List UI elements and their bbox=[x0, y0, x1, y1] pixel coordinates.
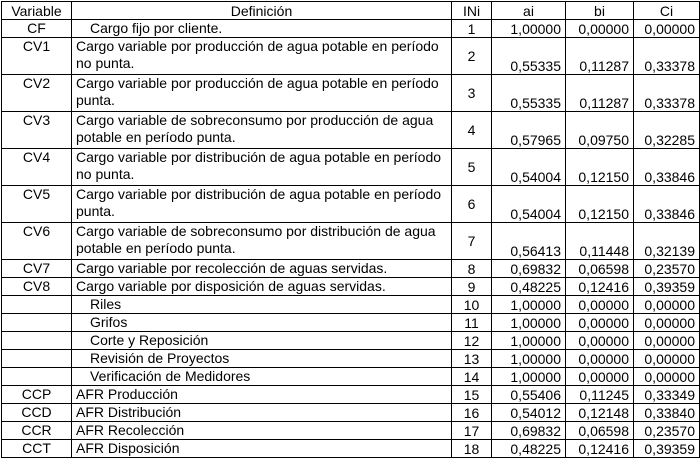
cell-ci: 0,23570 bbox=[634, 260, 700, 278]
cell-ci: 0,33378 bbox=[634, 38, 700, 75]
cell-ini: 10 bbox=[452, 296, 492, 314]
cell-bi: 0,00000 bbox=[566, 332, 634, 350]
cell-variable: CCT bbox=[2, 440, 72, 458]
table-row bbox=[2, 296, 700, 314]
cell-variable: CV7 bbox=[2, 260, 72, 278]
cell-bi: 0,12150 bbox=[566, 186, 634, 223]
cell-ini: 14 bbox=[452, 368, 492, 386]
cell-ai: 0,48225 bbox=[492, 278, 566, 296]
header-ai: ai bbox=[492, 2, 566, 20]
cell-variable bbox=[2, 368, 72, 386]
cell-variable bbox=[2, 332, 72, 350]
cell-definicion: Cargo variable de sobreconsumo por distribución de agua potable en período punta. bbox=[72, 223, 452, 260]
cell-ai: 0,48225 bbox=[492, 440, 566, 458]
cell-ci: 0,00000 bbox=[634, 296, 700, 314]
cell-ai: 0,55335 bbox=[492, 38, 566, 75]
cell-ai: 0,69832 bbox=[492, 422, 566, 440]
cell-ci: 0,00000 bbox=[634, 314, 700, 332]
cell-ai: 1,00000 bbox=[492, 20, 566, 38]
cell-bi: 0,00000 bbox=[566, 20, 634, 38]
table-row bbox=[2, 75, 700, 112]
cell-variable: CV8 bbox=[2, 278, 72, 296]
cell-ci: 0,33846 bbox=[634, 186, 700, 223]
cell-definicion: Revisión de Proyectos bbox=[72, 350, 452, 368]
table-row bbox=[2, 278, 700, 296]
cell-ini: 3 bbox=[452, 75, 492, 112]
cell-ci: 0,39359 bbox=[634, 440, 700, 458]
cell-ai: 0,55335 bbox=[492, 75, 566, 112]
cell-ini: 12 bbox=[452, 332, 492, 350]
cell-ai: 0,54004 bbox=[492, 186, 566, 223]
cell-definicion: Cargo variable por distribución de agua potable en período punta. bbox=[72, 186, 452, 223]
cell-definicion: Corte y Reposición bbox=[72, 332, 452, 350]
header-definicion: Definición bbox=[72, 2, 452, 20]
cell-bi: 0,12150 bbox=[566, 149, 634, 186]
cell-definicion: AFR Distribución bbox=[72, 404, 452, 422]
table-row bbox=[2, 260, 700, 278]
cell-variable: CF bbox=[2, 20, 72, 38]
table-row bbox=[2, 368, 700, 386]
cell-bi: 0,00000 bbox=[566, 350, 634, 368]
cell-ai: 1,00000 bbox=[492, 314, 566, 332]
cell-ci: 0,00000 bbox=[634, 332, 700, 350]
cell-ci: 0,33846 bbox=[634, 149, 700, 186]
cell-definicion: Cargo variable por producción de agua potable en período no punta. bbox=[72, 38, 452, 75]
header-ci: Ci bbox=[634, 2, 700, 20]
cell-ai: 0,55406 bbox=[492, 386, 566, 404]
cell-variable: CV3 bbox=[2, 112, 72, 149]
cell-ai: 1,00000 bbox=[492, 296, 566, 314]
cell-ini: 4 bbox=[452, 112, 492, 149]
cell-bi: 0,06598 bbox=[566, 422, 634, 440]
table-row bbox=[2, 186, 700, 223]
cell-ai: 0,56413 bbox=[492, 223, 566, 260]
cell-ai: 0,54004 bbox=[492, 149, 566, 186]
cell-bi: 0,12416 bbox=[566, 440, 634, 458]
cell-ci: 0,33349 bbox=[634, 386, 700, 404]
cell-variable: CV4 bbox=[2, 149, 72, 186]
cell-definicion: Verificación de Medidores bbox=[72, 368, 452, 386]
cell-definicion: AFR Recolección bbox=[72, 422, 452, 440]
cell-ini: 16 bbox=[452, 404, 492, 422]
cell-ini: 11 bbox=[452, 314, 492, 332]
table-row bbox=[2, 332, 700, 350]
cell-ini: 13 bbox=[452, 350, 492, 368]
cell-ci: 0,33840 bbox=[634, 404, 700, 422]
cell-ini: 7 bbox=[452, 223, 492, 260]
cell-ini: 1 bbox=[452, 20, 492, 38]
table-row bbox=[2, 149, 700, 186]
table-row bbox=[2, 350, 700, 368]
cell-variable: CV6 bbox=[2, 223, 72, 260]
cell-ini: 15 bbox=[452, 386, 492, 404]
header-variable: Variable bbox=[2, 2, 72, 20]
cell-ai: 1,00000 bbox=[492, 350, 566, 368]
cell-ci: 0,00000 bbox=[634, 20, 700, 38]
cell-variable: CV1 bbox=[2, 38, 72, 75]
cell-bi: 0,12148 bbox=[566, 404, 634, 422]
cell-bi: 0,06598 bbox=[566, 260, 634, 278]
table-row bbox=[2, 386, 700, 404]
cell-variable: CV5 bbox=[2, 186, 72, 223]
cell-ini: 6 bbox=[452, 186, 492, 223]
cell-bi: 0,00000 bbox=[566, 314, 634, 332]
cell-ai: 0,57965 bbox=[492, 112, 566, 149]
header-row bbox=[2, 2, 700, 20]
header-bi: bi bbox=[566, 2, 634, 20]
table-row bbox=[2, 314, 700, 332]
table-row bbox=[2, 20, 700, 38]
cell-definicion: Cargo variable por recolección de aguas servidas. bbox=[72, 260, 452, 278]
cell-ini: 18 bbox=[452, 440, 492, 458]
cell-bi: 0,12416 bbox=[566, 278, 634, 296]
cell-variable: CCP bbox=[2, 386, 72, 404]
cell-ini: 5 bbox=[452, 149, 492, 186]
header-ini: INi bbox=[452, 2, 492, 20]
table-row bbox=[2, 112, 700, 149]
table-row bbox=[2, 38, 700, 75]
cell-definicion: Cargo variable por disposición de aguas servidas. bbox=[72, 278, 452, 296]
cell-ini: 17 bbox=[452, 422, 492, 440]
cell-bi: 0,11287 bbox=[566, 38, 634, 75]
cell-definicion: AFR Disposición bbox=[72, 440, 452, 458]
cell-ci: 0,00000 bbox=[634, 350, 700, 368]
cell-definicion: Cargo variable por distribución de agua potable en período no punta. bbox=[72, 149, 452, 186]
cell-definicion: AFR Producción bbox=[72, 386, 452, 404]
table-row bbox=[2, 223, 700, 260]
cell-ai: 1,00000 bbox=[492, 368, 566, 386]
cell-ci: 0,39359 bbox=[634, 278, 700, 296]
cell-ci: 0,32285 bbox=[634, 112, 700, 149]
cell-definicion: Grifos bbox=[72, 314, 452, 332]
cell-definicion: Riles bbox=[72, 296, 452, 314]
cell-bi: 0,09750 bbox=[566, 112, 634, 149]
cell-definicion: Cargo variable por producción de agua potable en período punta. bbox=[72, 75, 452, 112]
cell-bi: 0,11245 bbox=[566, 386, 634, 404]
table-row bbox=[2, 422, 700, 440]
cell-ini: 9 bbox=[452, 278, 492, 296]
tariff-coefficients-table bbox=[1, 1, 700, 458]
cell-definicion: Cargo fijo por cliente. bbox=[72, 20, 452, 38]
cell-bi: 0,00000 bbox=[566, 296, 634, 314]
cell-variable: CV2 bbox=[2, 75, 72, 112]
cell-ini: 2 bbox=[452, 38, 492, 75]
cell-ci: 0,00000 bbox=[634, 368, 700, 386]
cell-ini: 8 bbox=[452, 260, 492, 278]
cell-variable bbox=[2, 296, 72, 314]
cell-bi: 0,00000 bbox=[566, 368, 634, 386]
cell-variable: CCD bbox=[2, 404, 72, 422]
cell-bi: 0,11287 bbox=[566, 75, 634, 112]
cell-definicion: Cargo variable de sobreconsumo por producción de agua potable en período punta. bbox=[72, 112, 452, 149]
cell-variable: CCR bbox=[2, 422, 72, 440]
cell-ci: 0,33378 bbox=[634, 75, 700, 112]
table-row bbox=[2, 404, 700, 422]
cell-ai: 0,54012 bbox=[492, 404, 566, 422]
cell-ai: 0,69832 bbox=[492, 260, 566, 278]
cell-ci: 0,23570 bbox=[634, 422, 700, 440]
table-row bbox=[2, 440, 700, 458]
cell-variable bbox=[2, 314, 72, 332]
cell-ci: 0,32139 bbox=[634, 223, 700, 260]
cell-bi: 0,11448 bbox=[566, 223, 634, 260]
cell-variable bbox=[2, 350, 72, 368]
cell-ai: 1,00000 bbox=[492, 332, 566, 350]
